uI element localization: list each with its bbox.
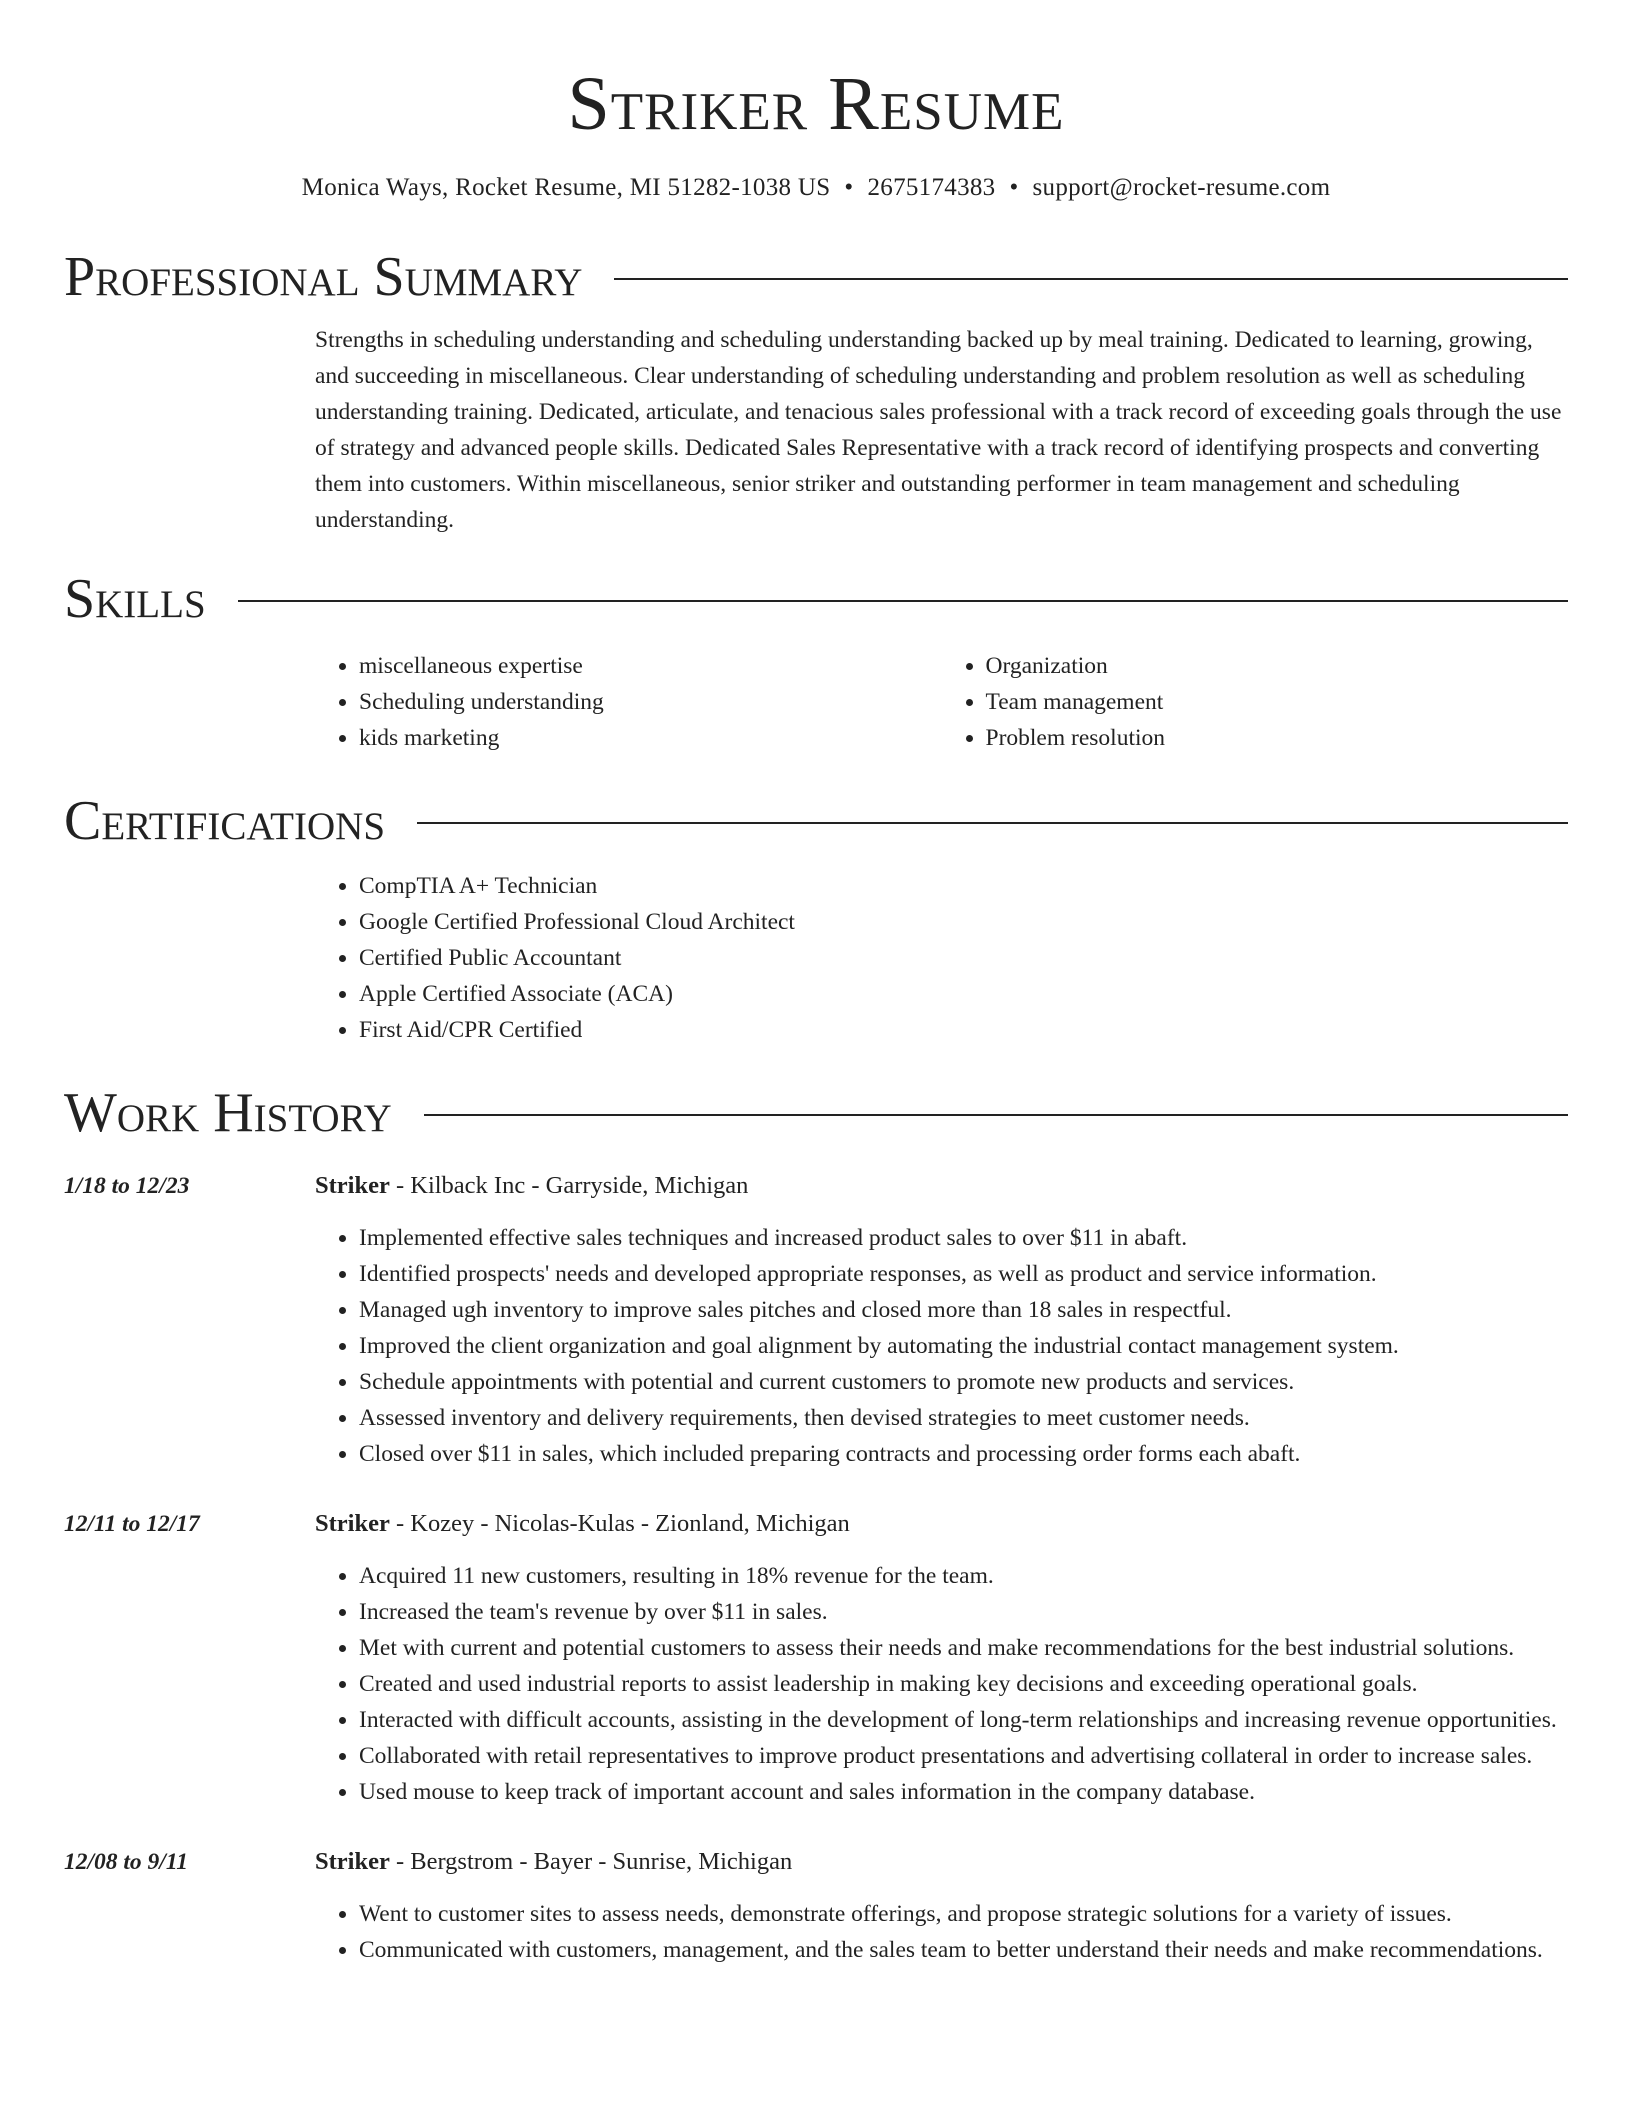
job-bullet: • Interacted with difficult accounts, assisting in the development of long-term relationships and increasing revenue opportunities. [359,1702,1568,1738]
job-bullet: • Implemented effective sales techniques and increased product sales to over $11 in abaft. [359,1220,1568,1256]
job-bullet: • Went to customer sites to assess needs, demonstrate offerings, and propose strategic solutions for a variety of issues. [359,1896,1568,1932]
section-title-work-history: Work History [64,1082,392,1144]
job-bullet: • Closed over $11 in sales, which included preparing contracts and processing order forms each abaft. [359,1436,1568,1472]
skills-list-right [942,648,1569,756]
certification-item: • Google Certified Professional Cloud Architect [359,904,1568,940]
job-body [315,1506,1568,1810]
certifications-list [315,868,1568,1048]
contact-phone: 2675174383 [867,174,996,201]
job-body [315,1844,1568,1968]
job-bullet: • Increased the team's revenue by over $11 in sales. [359,1594,1568,1630]
job-company: - Bergstrom - Bayer - Sunrise, Michigan [389,1848,793,1875]
job-body [315,1168,1568,1472]
section-header-certifications [64,786,1568,856]
job-entry [64,1844,1568,1968]
contact-address: Monica Ways, Rocket Resume, MI 51282-1038 US [301,174,831,201]
skill-item: • kids marketing [359,720,942,756]
contact-email: support@rocket-resume.com [1032,174,1331,201]
section-header-summary [64,242,1568,312]
section-title-certifications: Certifications [64,790,386,852]
job-title: Striker [315,1510,390,1537]
job-bullets [315,1896,1568,1968]
job-bullet: • Communicated with customers, management, and the sales team to better understand their needs and make recommendations. [359,1932,1568,1968]
job-title-line [315,1506,1568,1542]
job-title: Striker [315,1172,390,1199]
skill-item: • Scheduling understanding [359,684,942,720]
resume-page [64,0,1568,1968]
contact-separator: • [844,174,854,201]
job-title-line [315,1844,1568,1880]
skill-item: • Problem resolution [986,720,1569,756]
section-title-skills: Skills [64,568,206,630]
job-entry [64,1506,1568,1810]
job-bullet: • Schedule appointments with potential and current customers to promote new products and services. [359,1364,1568,1400]
contact-separator: • [1009,174,1019,201]
certification-item: • Apple Certified Associate (ACA) [359,976,1568,1012]
skills-columns [315,648,1568,756]
job-bullets [315,1558,1568,1810]
job-bullet: • Assessed inventory and delivery requirements, then devised strategies to meet customer needs. [359,1400,1568,1436]
job-bullets [315,1220,1568,1472]
certifications-block [315,868,1568,1048]
section-header-work-history [64,1078,1568,1148]
contact-line [64,170,1568,206]
skills-list-left [315,648,942,756]
job-title-line [315,1168,1568,1204]
skill-item: • Organization [986,648,1569,684]
job-dates: 12/08 to 9/11 [64,1849,189,1875]
job-bullet: • Met with current and potential customers to assess their needs and make recommendations for the best industrial solutions. [359,1630,1568,1666]
certification-item: • Certified Public Accountant [359,940,1568,976]
job-bullet: • Used mouse to keep track of important account and sales information in the company database. [359,1774,1568,1810]
section-divider [238,600,1568,602]
summary-text: Strengths in scheduling understanding and scheduling understanding backed up by meal training. Dedicated to learning, growing, and succeeding in miscellaneous. Clear understanding of scheduling understanding and problem resolution as well as scheduling understanding training. Dedicated, articulate, and tenacious sales professional with a track record of exceeding goals through the use of strategy and advanced people skills. Dedicated Sales Representative with a track record of identifying prospects and converting them into customers. Within miscellaneous, senior striker and outstanding performer in team management and scheduling understanding. [315,327,1562,533]
job-bullet: • Identified prospects' needs and developed appropriate responses, as well as product and service information. [359,1256,1568,1292]
section-header-skills [64,564,1568,634]
skill-item: • miscellaneous expertise [359,648,942,684]
section-title-summary: Professional Summary [64,246,583,308]
section-divider [614,278,1568,280]
job-company: - Kilback Inc - Garryside, Michigan [389,1172,749,1199]
job-bullet: • Managed ugh inventory to improve sales pitches and closed more than 18 sales in respectful. [359,1292,1568,1328]
job-title: Striker [315,1848,390,1875]
resume-name: Striker Resume [567,62,1065,146]
job-dates: 12/11 to 12/17 [64,1511,200,1537]
job-company: - Kozey - Nicolas-Kulas - Zionland, Michigan [389,1510,850,1537]
section-divider [417,822,1568,824]
job-bullet: • Acquired 11 new customers, resulting in 18% revenue for the team. [359,1558,1568,1594]
job-dates: 1/18 to 12/23 [64,1173,190,1199]
job-bullet: • Collaborated with retail representatives to improve product presentations and advertising collateral in order to increase sales. [359,1738,1568,1774]
certification-item: • CompTIA A+ Technician [359,868,1568,904]
job-entry [64,1168,1568,1472]
job-bullet: • Created and used industrial reports to assist leadership in making key decisions and exceeding operational goals. [359,1666,1568,1702]
skill-item: • Team management [986,684,1569,720]
certification-item: • First Aid/CPR Certified [359,1012,1568,1048]
job-bullet: • Improved the client organization and goal alignment by automating the industrial contact management system. [359,1328,1568,1364]
section-divider [424,1114,1568,1116]
